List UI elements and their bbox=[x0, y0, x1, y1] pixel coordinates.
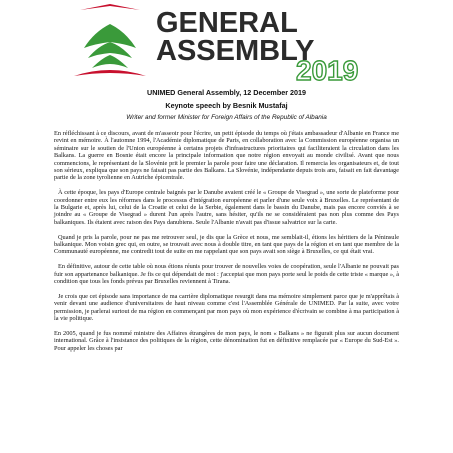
speaker-subtitle: Writer and former Minister for Foreign Affairs of the Republic of Albania bbox=[126, 114, 327, 121]
paragraph-2: À cette époque, les pays d'Europe centrale baignés par le Danube avaient créé le « Groupe de Visegrad », une sorte de plateforme pour coordonner entre eux les réformes dans le processus d'intégration européenne et parler d'une seule voix à Bruxelles. Le représentant de la Bulgarie et, après lui, celui de la Croatie et celui de la Serbie, également dans le bassin du Danube, mais pas encore conviés à se joindre au « Groupe de Visegrad » durent l'un après l'autre, sans hésiter, qu'ils ne se considéraient pas non plus comme des Pays balkaniques. Ils étaient avec raison des Pays danubiens. Seule l'Albanie n'avait pas d'issue salvatrice sur la carte. bbox=[54, 189, 399, 226]
logo-line1: GENERAL bbox=[156, 7, 298, 39]
logo-line2: ASSEMBLY bbox=[156, 35, 315, 67]
speech-title: Keynote speech by Besnik Mustafaj bbox=[165, 101, 288, 110]
logo-wave-red bbox=[74, 70, 146, 76]
speech-body bbox=[54, 130, 399, 360]
event-heading: UNIMED General Assembly, 12 December 2019 bbox=[147, 88, 306, 97]
paragraph-1: En réfléchissant à ce discours, avant de m'asseoir pour l'écrire, un petit épisode du temps où j'étais ambassadeur d'Albanie en France me revint en mémoire. À l'automne 1994, l'Académie diplomatique de Paris, en collaboration avec la Commission européenne organisa un séminaire sur le soutien de l'Union européenne à certains projets d'infrastructures prioritaires qui faciliteraient la circulation dans les Balkans. La guerre en Bosnie était encore la principale information que notre région envoyait au monde civilisé. Avant que nous commencions, le représentant de la Slovénie prit le premier la parole pour faire une déclaration. Il remercia les organisateurs et, de tout son sérieux, expliqua que son pays ne faisait pas partie des Balkans. La Slovénie, indépendante depuis trois ans, faisait en fait davantage partie de la zone tyrolienne en Autriche épicentrale. bbox=[54, 130, 399, 182]
logo-cedar-icon bbox=[84, 24, 136, 68]
paragraph-5: Je crois que cet épisode sans importance de ma carrière diplomatique resurgit dans ma mémoire simplement parce que je m'apprêtais à venir devant une audience d'universitaires de haut niveau comme c'est l'Assemblée Générale de UNIMED. Par la suite, avec votre permission, je parlerai surtout de ma région en commençant par mon pays où mon expérience d'écrivain se combine à ma participation à la vie politique. bbox=[54, 292, 399, 323]
paragraph-6: En 2005, quand je fus nommé ministre des Affaires étrangères de mon pays, le nom « Balkans » ne figurait plus sur aucun document international. Grâce à l'insistance des politiques de la région, cette dénomination fut en définitive remplacée par « Europe du Sud-Est ». Pour appeler les choses par bbox=[54, 329, 399, 352]
logo-crest-red bbox=[80, 4, 140, 10]
paragraph-3: Quand je pris la parole, pour ne pas me retrouver seul, je dis que la Grèce et nous, me semblait-il, étions les héritiers de la Péninsule balkanique. Mon voisin grec qui, en outre, se trouvait avec nous à double titre, en tant que pays de la région et en tant que membre de la Communauté européenne, me contredit tout de suite en me rappelant que son pays avait son siège à Bruxelles, ce qui était vrai. bbox=[54, 233, 399, 256]
general-assembly-logo bbox=[70, 2, 380, 82]
logo-year: 2019 bbox=[296, 55, 359, 82]
paragraph-4: En définitive, autour de cette table où nous étions réunis pour trouver de nouvelles voies de coopération, seule l'Albanie ne pouvait pas fuir son appartenance balkanique. Je fis ce qui dépendait de moi : j'acceptai que mon pays porte seul le poids de cette triste « marque », à condition que tous les fonds prévus par Bruxelles reviennent à Tirana. bbox=[54, 263, 399, 286]
